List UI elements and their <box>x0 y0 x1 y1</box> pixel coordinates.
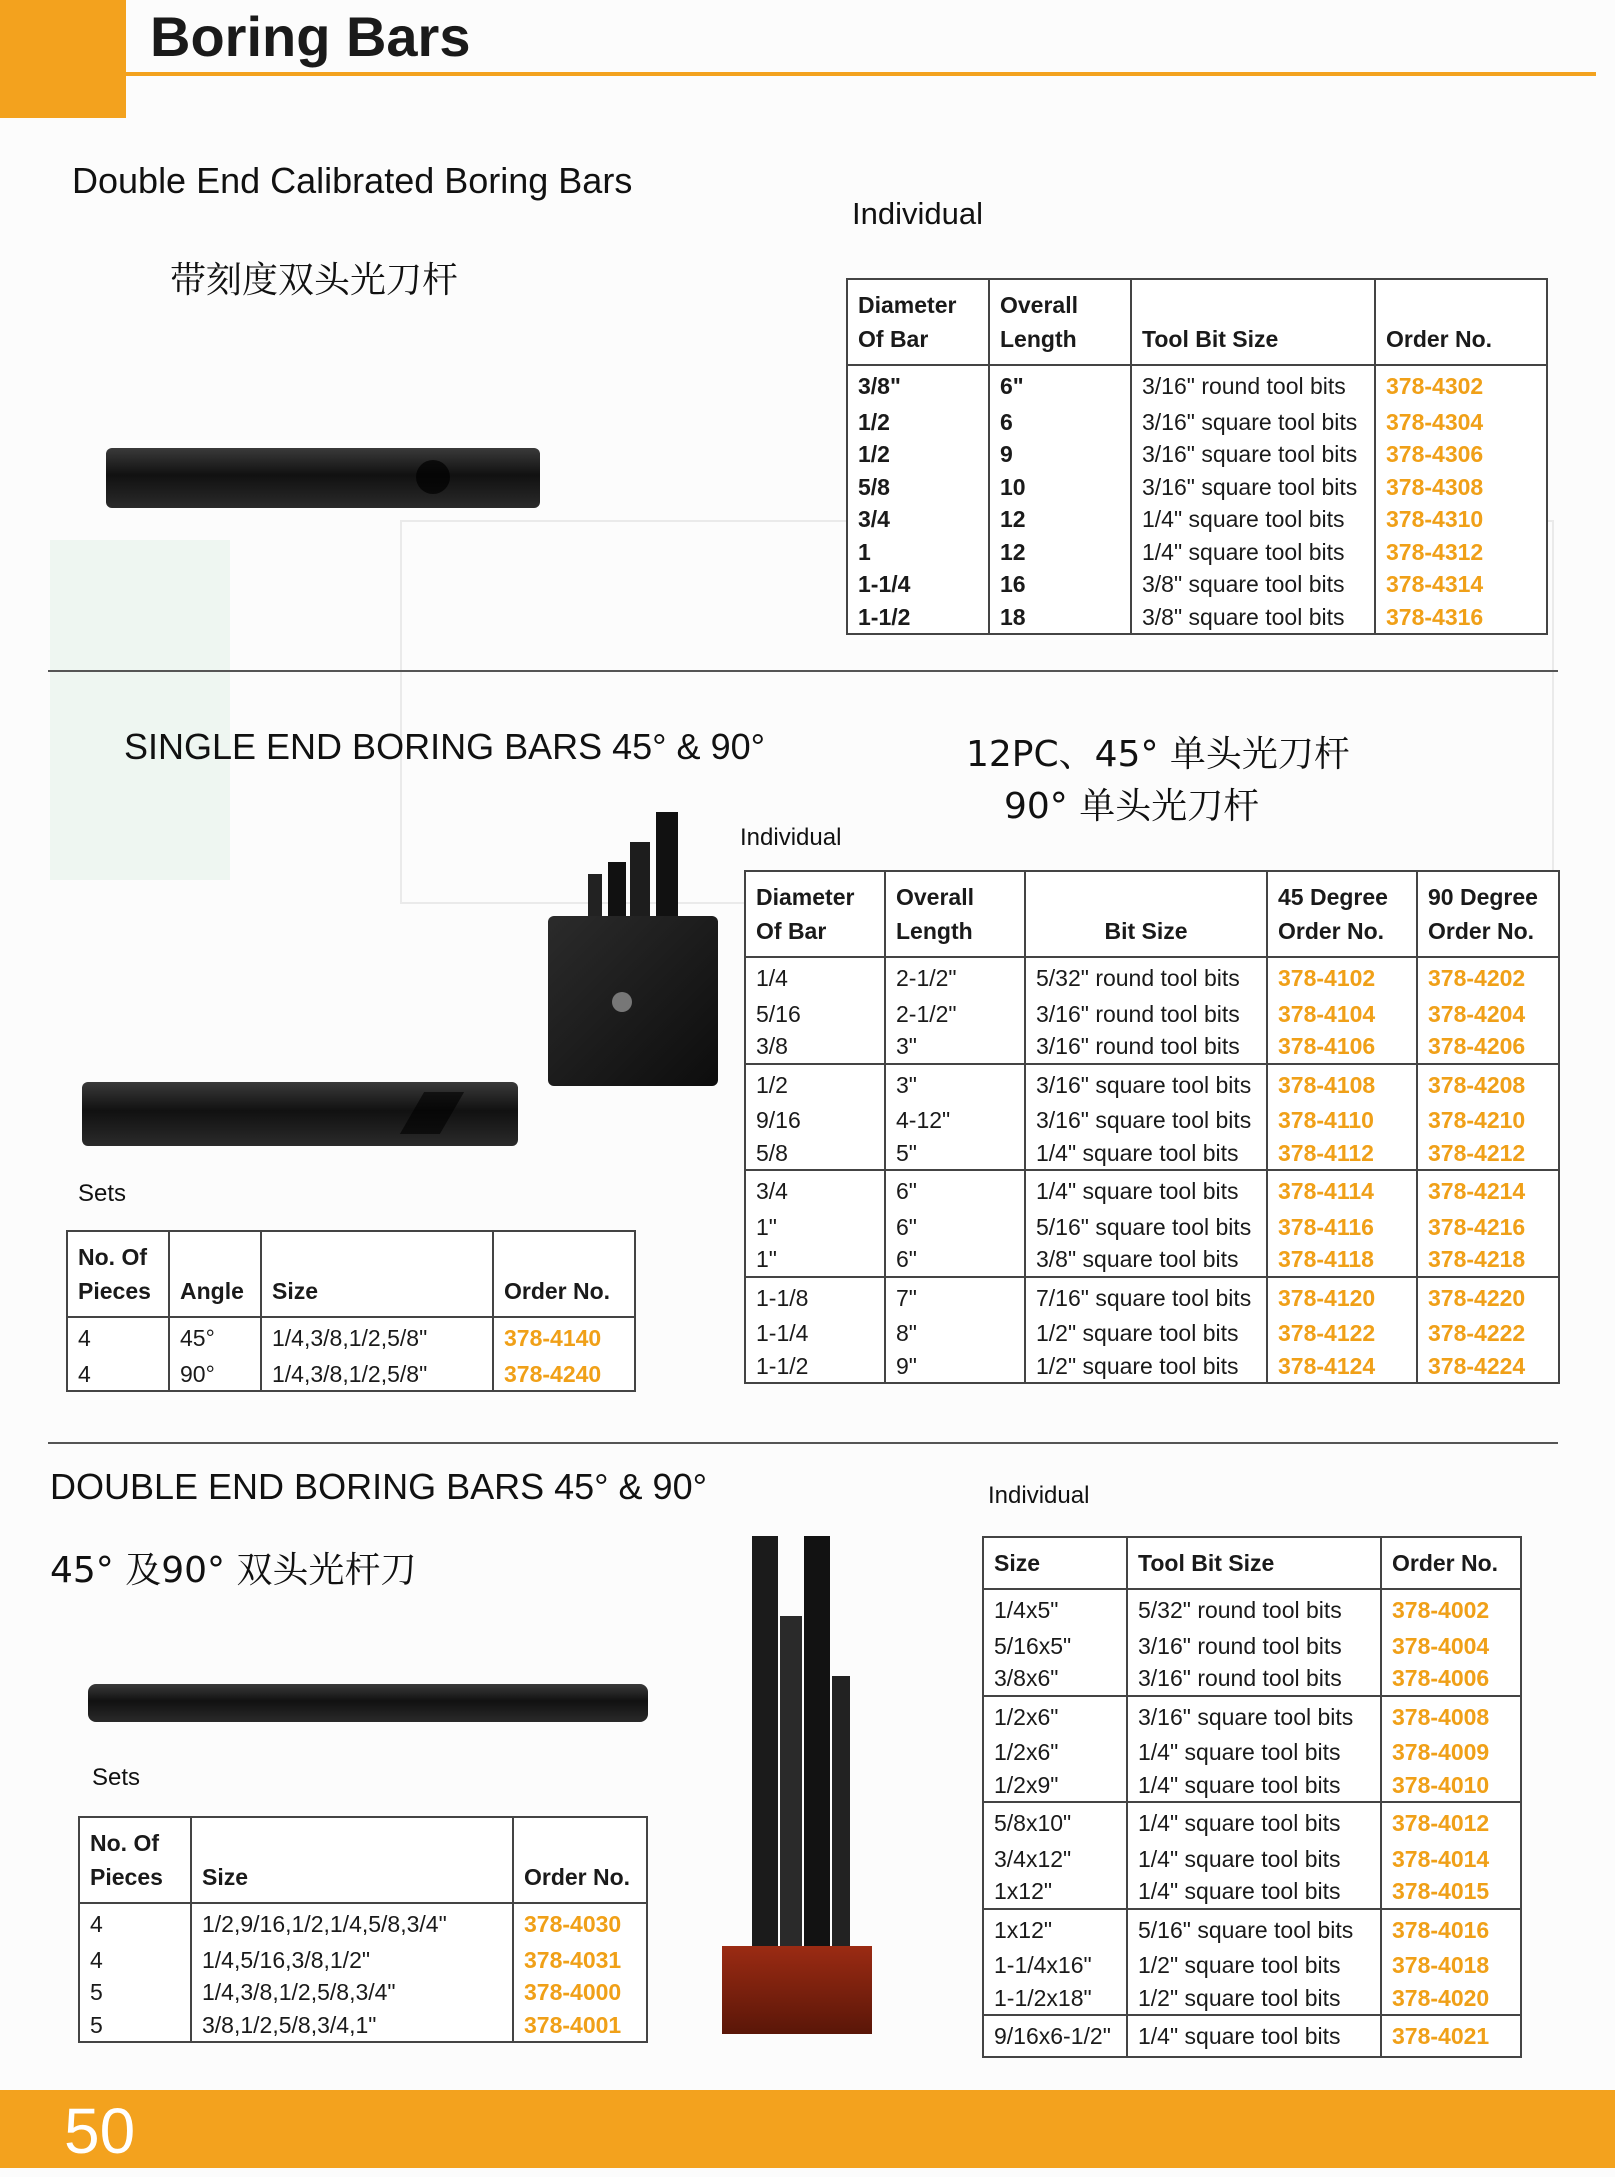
section2-sets-label: Sets <box>78 1180 127 1207</box>
cell-diameter: 1/2 <box>745 1064 885 1105</box>
cell-pieces: 4 <box>78 1360 91 1387</box>
cell-order-no: 378-4008 <box>1381 1696 1521 1737</box>
table-row <box>983 1802 1521 1843</box>
cell-size: 3/8x6" <box>994 1665 1059 1691</box>
cell-pieces: 5 <box>90 2011 103 2038</box>
table-row <box>983 1909 1521 1950</box>
cell-length: 10 <box>989 471 1131 504</box>
col-order: Order No. <box>493 1231 635 1317</box>
cell-length: 3" <box>885 1064 1025 1105</box>
table-row <box>745 1243 1559 1277</box>
section3-sets-label: Sets <box>92 1764 141 1791</box>
cell-diameter: 3/8 <box>756 1033 788 1059</box>
col-size: Size <box>261 1231 493 1317</box>
cell-order-no: 378-4306 <box>1375 438 1547 471</box>
divider-1 <box>48 670 1558 672</box>
cell-length: 18 <box>989 601 1131 635</box>
table-row <box>79 2009 647 2043</box>
table-row <box>745 1104 1559 1137</box>
table-row <box>983 1982 1521 2016</box>
table-row <box>983 1769 1521 1803</box>
cell-order-no: 378-4009 <box>1381 1736 1521 1769</box>
cell-order-90: 378-4206 <box>1417 1030 1559 1064</box>
cell-order-90: 378-4208 <box>1417 1064 1559 1105</box>
cell-tool-bit: 1/4" square tool bits <box>1127 2015 1381 2057</box>
cell-order-45: 378-4122 <box>1267 1317 1417 1350</box>
cell-order-no: 378-4308 <box>1375 471 1547 504</box>
cell-tool-bit: 3/16" square tool bits <box>1127 1696 1381 1737</box>
section2-title-cn-2: 90° 单头光刀杆 <box>1004 786 1260 827</box>
cell-order-45: 378-4112 <box>1267 1137 1417 1171</box>
cell-size: 1/4x5" <box>983 1589 1127 1630</box>
section3-table <box>982 1536 1522 2058</box>
cell-order-45: 378-4104 <box>1267 998 1417 1031</box>
table-row <box>745 1030 1559 1064</box>
cell-tool-bit: 3/16" square tool bits <box>1131 438 1375 471</box>
cell-bit-size: 1/4" square tool bits <box>1025 1170 1267 1211</box>
cell-order-no: 378-4031 <box>513 1944 647 1977</box>
cell-size: 5/16x5" <box>994 1632 1072 1659</box>
cell-order-no: 378-4316 <box>1375 601 1547 635</box>
cell-size: 1x12" <box>994 1878 1053 1904</box>
cell-diameter: 5/16 <box>756 1000 801 1027</box>
cell-size: 1/4,3/8,1/2,5/8" <box>261 1358 493 1392</box>
cell-length: 6 <box>989 406 1131 439</box>
section1-table-body <box>847 365 1547 634</box>
col-size: Size <box>983 1537 1127 1589</box>
cell-angle: 45° <box>169 1317 261 1358</box>
cell-diameter: 1-1/4 <box>858 571 911 597</box>
cell-order-no: 378-4304 <box>1375 406 1547 439</box>
cell-length: 6" <box>989 365 1131 406</box>
cell-tool-bit: 1/2" square tool bits <box>1127 1982 1381 2016</box>
cell-size: 1/4,5/16,3/8,1/2" <box>191 1944 513 1977</box>
cell-length: 3" <box>885 1030 1025 1064</box>
cell-diameter: 1-1/2 <box>858 603 911 630</box>
section3-sets-table <box>78 1816 648 2043</box>
cell-order-90: 378-4220 <box>1417 1277 1559 1318</box>
section3-individual-label: Individual <box>988 1482 1090 1509</box>
section2-individual-label: Individual <box>740 824 842 851</box>
table-row <box>67 1317 635 1358</box>
section2-title: SINGLE END BORING BARS 45° & 90° <box>124 726 766 767</box>
table-row <box>745 1317 1559 1350</box>
double-end-bar-image <box>88 1684 648 1722</box>
cell-pieces: 5 <box>90 1979 103 2005</box>
cell-bit-size: 5/16" square tool bits <box>1025 1211 1267 1244</box>
footer-bar <box>0 2090 1615 2168</box>
table-row <box>847 365 1547 406</box>
table-row <box>745 957 1559 998</box>
header-rule <box>126 72 1596 76</box>
cell-order-no: 378-4302 <box>1375 365 1547 406</box>
cell-tool-bit: 1/4" square tool bits <box>1127 1736 1381 1769</box>
cell-order-no: 378-4014 <box>1381 1843 1521 1876</box>
cell-diameter: 1" <box>756 1213 777 1240</box>
cell-order-no: 378-4010 <box>1381 1769 1521 1803</box>
cell-diameter: 3/4 <box>858 506 890 532</box>
cell-bit-size: 3/16" round tool bits <box>1025 998 1267 1031</box>
cell-diameter: 1 <box>858 538 871 565</box>
cell-tool-bit: 3/8" square tool bits <box>1131 601 1375 635</box>
cell-tool-bit: 3/16" square tool bits <box>1131 471 1375 504</box>
cell-length: 8" <box>885 1317 1025 1350</box>
cell-size: 1/2x6" <box>983 1696 1127 1737</box>
cell-length: 16 <box>989 568 1131 601</box>
cell-diameter: 9/16 <box>756 1107 801 1133</box>
table-row <box>983 1736 1521 1769</box>
cell-angle: 90° <box>169 1358 261 1392</box>
cell-tool-bit: 3/16" round tool bits <box>1127 1662 1381 1696</box>
cell-diameter: 5/8 <box>858 473 890 500</box>
cell-length: 9 <box>989 438 1131 471</box>
cell-size: 5/8x10" <box>983 1802 1127 1843</box>
cell-order-no: 378-4006 <box>1381 1662 1521 1696</box>
table-row <box>745 1277 1559 1318</box>
cell-order-90: 378-4216 <box>1417 1211 1559 1244</box>
col-length: Overall Length <box>989 279 1131 365</box>
cell-length: 2-1/2" <box>885 957 1025 998</box>
cell-diameter: 1/2 <box>858 408 890 435</box>
cell-order-45: 378-4124 <box>1267 1350 1417 1384</box>
cell-size: 9/16x6-1/2" <box>983 2015 1127 2057</box>
boring-bar-set-pouch-image <box>548 812 726 1092</box>
cell-diameter: 1/4 <box>745 957 885 998</box>
cell-order-no: 378-4001 <box>513 2009 647 2043</box>
cell-pieces: 4 <box>90 1946 103 1973</box>
col-tool-bit: Tool Bit Size <box>1127 1537 1381 1589</box>
cell-bit-size: 7/16" square tool bits <box>1025 1277 1267 1318</box>
cell-order-no: 378-4314 <box>1375 568 1547 601</box>
cell-bit-size: 3/16" round tool bits <box>1025 1030 1267 1064</box>
col-order-45: 45 Degree Order No. <box>1267 871 1417 957</box>
col-angle: Angle <box>169 1231 261 1317</box>
cell-length: 6" <box>885 1243 1025 1277</box>
section2-sets-table <box>66 1230 636 1392</box>
cell-size: 1x12" <box>983 1909 1127 1950</box>
cell-length: 4-12" <box>885 1104 1025 1137</box>
table-row <box>745 1137 1559 1171</box>
boring-bar-stand-image <box>722 1536 880 2036</box>
cell-diameter: 1-1/8 <box>745 1277 885 1318</box>
cell-size: 1/2x6" <box>994 1739 1059 1765</box>
cell-diameter: 3/4 <box>745 1170 885 1211</box>
section1-title: Double End Calibrated Boring Bars <box>72 160 633 201</box>
section1-table <box>846 278 1548 635</box>
cell-diameter: 3/8" <box>858 373 901 399</box>
cell-tool-bit: 1/4" square tool bits <box>1131 536 1375 569</box>
show-through-ghost-2 <box>50 540 230 880</box>
table-row <box>983 1589 1521 1630</box>
cell-bit-size: 1/2" square tool bits <box>1025 1317 1267 1350</box>
cell-tool-bit: 1/4" square tool bits <box>1127 1875 1381 1909</box>
table-row <box>745 1350 1559 1384</box>
page-title: Boring Bars <box>150 5 471 68</box>
cell-diameter: 5/8 <box>756 1139 788 1166</box>
section2-sets-body <box>67 1317 635 1391</box>
cell-length: 6" <box>885 1211 1025 1244</box>
cell-tool-bit: 1/4" square tool bits <box>1127 1769 1381 1803</box>
table-row <box>847 568 1547 601</box>
cell-bit-size: 3/8" square tool bits <box>1025 1243 1267 1277</box>
cell-order-no: 378-4021 <box>1381 2015 1521 2057</box>
cell-size: 3/8,1/2,5/8,3/4,1" <box>191 2009 513 2043</box>
cell-tool-bit: 1/4" square tool bits <box>1127 1843 1381 1876</box>
cell-order-90: 378-4218 <box>1417 1243 1559 1277</box>
cell-bit-size: 1/2" square tool bits <box>1025 1350 1267 1384</box>
cell-order-45: 378-4102 <box>1267 957 1417 998</box>
cell-size: 1/2,9/16,1/2,1/4,5/8,3/4" <box>191 1903 513 1944</box>
section3-sets-body <box>79 1903 647 2042</box>
table-row <box>983 1696 1521 1737</box>
cell-size: 3/4x12" <box>994 1845 1072 1872</box>
table-row <box>745 1170 1559 1211</box>
section2-table-body <box>745 957 1559 1383</box>
cell-tool-bit: 3/16" square tool bits <box>1131 406 1375 439</box>
cell-size: 1/4,3/8,1/2,5/8" <box>261 1317 493 1358</box>
section1-individual-label: Individual <box>852 196 983 231</box>
section3-title-cn: 45° 及90° 双头光杆刀 <box>50 1550 417 1591</box>
cell-order-90: 378-4222 <box>1417 1317 1559 1350</box>
cell-length: 5" <box>885 1137 1025 1171</box>
cell-order-no: 378-4000 <box>513 1976 647 2009</box>
section1-title-cn: 带刻度双头光刀杆 <box>170 260 459 301</box>
table-row <box>79 1944 647 1977</box>
cell-order-no: 378-4030 <box>513 1903 647 1944</box>
col-order: Order No. <box>1381 1537 1521 1589</box>
cell-order-no: 378-4015 <box>1381 1875 1521 1909</box>
cell-order-45: 378-4110 <box>1267 1104 1417 1137</box>
col-length: Overall Length <box>885 871 1025 957</box>
cell-order-45: 378-4116 <box>1267 1211 1417 1244</box>
table-row <box>983 1843 1521 1876</box>
cell-pieces: 4 <box>78 1325 91 1351</box>
cell-order-90: 378-4214 <box>1417 1170 1559 1211</box>
table-row <box>847 406 1547 439</box>
cell-order-no: 378-4020 <box>1381 1982 1521 2016</box>
col-order: Order No. <box>513 1817 647 1903</box>
table-row <box>983 1949 1521 1982</box>
col-tool-bit: Tool Bit Size <box>1131 279 1375 365</box>
cell-order-no: 378-4018 <box>1381 1949 1521 1982</box>
table-row <box>67 1358 635 1392</box>
cell-tool-bit: 3/16" round tool bits <box>1127 1630 1381 1663</box>
cell-order-45: 378-4118 <box>1267 1243 1417 1277</box>
cell-diameter: 1-1/4 <box>756 1320 809 1346</box>
cell-order-90: 378-4204 <box>1417 998 1559 1031</box>
col-diameter: Diameter Of Bar <box>847 279 989 365</box>
page-number: 50 <box>64 2095 136 2167</box>
cell-bit-size: 3/16" square tool bits <box>1025 1104 1267 1137</box>
cell-size: 1/4,3/8,1/2,5/8,3/4" <box>191 1976 513 2009</box>
table-row <box>983 1630 1521 1663</box>
cell-bit-size: 1/4" square tool bits <box>1025 1137 1267 1171</box>
col-diameter: Diameter Of Bar <box>745 871 885 957</box>
cell-pieces: 4 <box>90 1911 103 1937</box>
cell-diameter: 1" <box>756 1246 777 1272</box>
section2-table <box>744 870 1560 1384</box>
col-pieces: No. Of Pieces <box>67 1231 169 1317</box>
cell-tool-bit: 1/2" square tool bits <box>1127 1949 1381 1982</box>
cell-order-no: 378-4012 <box>1381 1802 1521 1843</box>
cell-length: 12 <box>989 503 1131 536</box>
cell-order-no: 378-4240 <box>493 1358 635 1392</box>
cell-tool-bit: 3/8" square tool bits <box>1131 568 1375 601</box>
cell-length: 7" <box>885 1277 1025 1318</box>
cell-tool-bit: 3/16" round tool bits <box>1131 365 1375 406</box>
cell-order-no: 378-4004 <box>1381 1630 1521 1663</box>
cell-length: 6" <box>885 1170 1025 1211</box>
cell-order-no: 378-4140 <box>493 1317 635 1358</box>
cell-order-90: 378-4202 <box>1417 957 1559 998</box>
cell-order-45: 378-4114 <box>1267 1170 1417 1211</box>
cell-size: 1-1/2x18" <box>994 1984 1092 2011</box>
cell-order-no: 378-4002 <box>1381 1589 1521 1630</box>
cell-length: 12 <box>989 536 1131 569</box>
cell-order-45: 378-4108 <box>1267 1064 1417 1105</box>
table-row <box>983 2015 1521 2057</box>
col-pieces: No. Of Pieces <box>79 1817 191 1903</box>
cell-order-no: 378-4312 <box>1375 536 1547 569</box>
table-row <box>847 503 1547 536</box>
cell-tool-bit: 1/4" square tool bits <box>1127 1802 1381 1843</box>
cell-order-no: 378-4016 <box>1381 1909 1521 1950</box>
col-order-90: 90 Degree Order No. <box>1417 871 1559 957</box>
cell-order-90: 378-4224 <box>1417 1350 1559 1384</box>
cell-length: 2-1/2" <box>885 998 1025 1031</box>
cell-diameter: 1/2 <box>858 441 890 467</box>
cell-bit-size: 3/16" square tool bits <box>1025 1064 1267 1105</box>
single-end-bar-image <box>82 1082 518 1146</box>
table-row <box>79 1903 647 1944</box>
header-accent-block <box>0 0 126 118</box>
cell-diameter: 1-1/2 <box>756 1352 809 1379</box>
boring-bar-image <box>106 448 540 508</box>
table-row <box>983 1662 1521 1696</box>
col-bit-size: Bit Size <box>1025 871 1267 957</box>
table-row <box>745 998 1559 1031</box>
cell-length: 9" <box>885 1350 1025 1384</box>
table-row <box>983 1875 1521 1909</box>
cell-order-45: 378-4106 <box>1267 1030 1417 1064</box>
cell-size: 1/2x9" <box>994 1771 1059 1798</box>
table-row <box>847 536 1547 569</box>
table-row <box>847 601 1547 635</box>
table-row <box>745 1211 1559 1244</box>
cell-order-no: 378-4310 <box>1375 503 1547 536</box>
cell-order-45: 378-4120 <box>1267 1277 1417 1318</box>
col-size: Size <box>191 1817 513 1903</box>
table-row <box>745 1064 1559 1105</box>
table-row <box>79 1976 647 2009</box>
table-row <box>847 438 1547 471</box>
divider-2 <box>48 1442 1558 1444</box>
section2-title-cn-1: 12PC、45° 单头光刀杆 <box>966 734 1350 775</box>
cell-order-90: 378-4210 <box>1417 1104 1559 1137</box>
cell-bit-size: 5/32" round tool bits <box>1025 957 1267 998</box>
cell-tool-bit: 1/4" square tool bits <box>1131 503 1375 536</box>
cell-order-90: 378-4212 <box>1417 1137 1559 1171</box>
table-row <box>847 471 1547 504</box>
col-order: Order No. <box>1375 279 1547 365</box>
cell-size: 1-1/4x16" <box>994 1952 1092 1978</box>
section3-table-body <box>983 1589 1521 2057</box>
cell-tool-bit: 5/32" round tool bits <box>1127 1589 1381 1630</box>
cell-tool-bit: 5/16" square tool bits <box>1127 1909 1381 1950</box>
section3-title: DOUBLE END BORING BARS 45° & 90° <box>50 1466 707 1507</box>
